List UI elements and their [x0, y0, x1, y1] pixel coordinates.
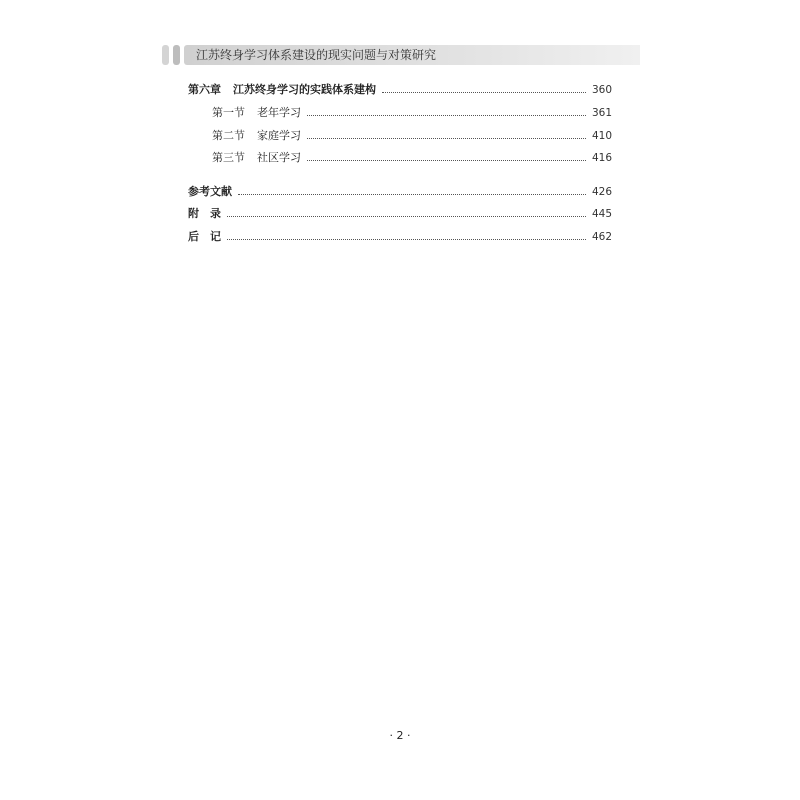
toc-section-entry[interactable]	[188, 147, 612, 165]
leader-dots	[382, 92, 586, 93]
page-ref: 462	[591, 231, 612, 243]
section-number: 第二节	[212, 129, 245, 142]
leader-dots	[307, 115, 586, 116]
page-ref: 416	[591, 152, 612, 164]
section-title: 家庭学习	[257, 129, 301, 142]
running-header-title: 江苏终身学习体系建设的现实问题与对策研究	[196, 48, 437, 62]
back-matter-title: 后 记	[188, 230, 221, 243]
chapter-number: 第六章	[188, 83, 221, 96]
toc-back-matter-entry[interactable]	[188, 181, 612, 199]
leader-dots	[227, 239, 586, 240]
leader-dots	[227, 216, 586, 217]
leader-dots	[307, 138, 586, 139]
toc-back-matter-entry[interactable]	[188, 203, 612, 221]
section-title: 社区学习	[257, 151, 301, 164]
page-ref: 426	[591, 186, 612, 198]
page-ref: 361	[591, 107, 612, 119]
header-decor-bar	[162, 45, 169, 65]
page-number: · 2 ·	[389, 729, 411, 742]
back-matter-title: 参考文献	[188, 185, 232, 198]
toc-section-entry[interactable]	[188, 102, 612, 120]
running-header	[160, 45, 640, 65]
chapter-title: 江苏终身学习的实践体系建构	[233, 83, 376, 96]
page-ref: 410	[591, 130, 612, 142]
leader-dots	[238, 194, 586, 195]
page-ref: 360	[591, 84, 612, 96]
section-number: 第三节	[212, 151, 245, 164]
back-matter-title: 附 录	[188, 207, 221, 220]
header-decor-bar	[173, 45, 180, 65]
toc-section-entry[interactable]	[188, 125, 612, 143]
page-ref: 445	[591, 208, 612, 220]
section-number: 第一节	[212, 106, 245, 119]
toc-back-matter-entry[interactable]	[188, 226, 612, 244]
toc-chapter-entry[interactable]	[188, 79, 612, 97]
leader-dots	[307, 160, 586, 161]
section-title: 老年学习	[257, 106, 301, 119]
